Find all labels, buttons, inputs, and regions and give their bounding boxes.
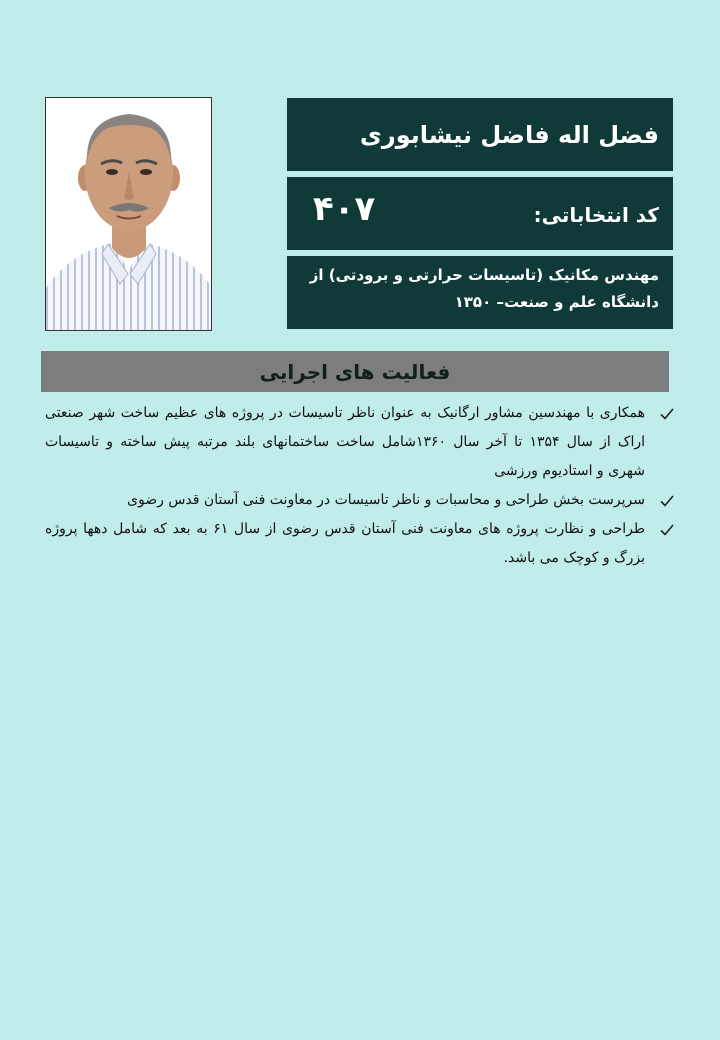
activity-text: همکاری با مهندسین مشاور ارگانیک به عنوان ناظر تاسیسات در پروژه های عظیم ساخت شهر صنعتی اراک از سال ۱۳۵۴ تا آخر سال ۱۳۶۰شامل ساخت ساختمانهای بلند مرتبه پیش ساخته و تاسیسات شهری و استادیوم ورزشی xyxy=(45,405,645,479)
candidate-name: فضل اله فاضل نیشابوری xyxy=(359,120,659,149)
check-icon xyxy=(659,399,675,428)
list-item xyxy=(45,486,675,515)
activity-text: طراحی و نظارت پروژه های معاونت فنی آستان قدس رضوی از سال ۶۱ به بعد که شامل دهها پروژه بزرگ و کوچک می باشد. xyxy=(45,521,646,566)
education-text: مهندس مکانیک (تاسیسات حرارتی و برودتی) از دانشگاه علم و صنعت– ۱۳۵۰ xyxy=(309,266,659,311)
election-code-card xyxy=(287,177,673,250)
election-code-label: کد انتخاباتی: xyxy=(533,203,659,227)
activity-text: سرپرست بخش طراحی و محاسبات و ناظر تاسیسات در معاونت فنی آستان قدس رضوی xyxy=(127,492,645,508)
profile-photo xyxy=(45,97,212,331)
election-code-value: ۴۰۷ xyxy=(313,189,376,229)
portrait-photo xyxy=(46,98,211,330)
name-card xyxy=(287,98,673,171)
check-icon xyxy=(659,515,675,544)
section-title: فعالیت های اجرایی xyxy=(259,359,451,384)
list-item xyxy=(45,399,675,486)
list-item xyxy=(45,515,675,573)
activities-list xyxy=(45,399,675,573)
check-icon xyxy=(659,486,675,515)
education-card xyxy=(287,256,673,329)
section-header xyxy=(41,351,669,392)
